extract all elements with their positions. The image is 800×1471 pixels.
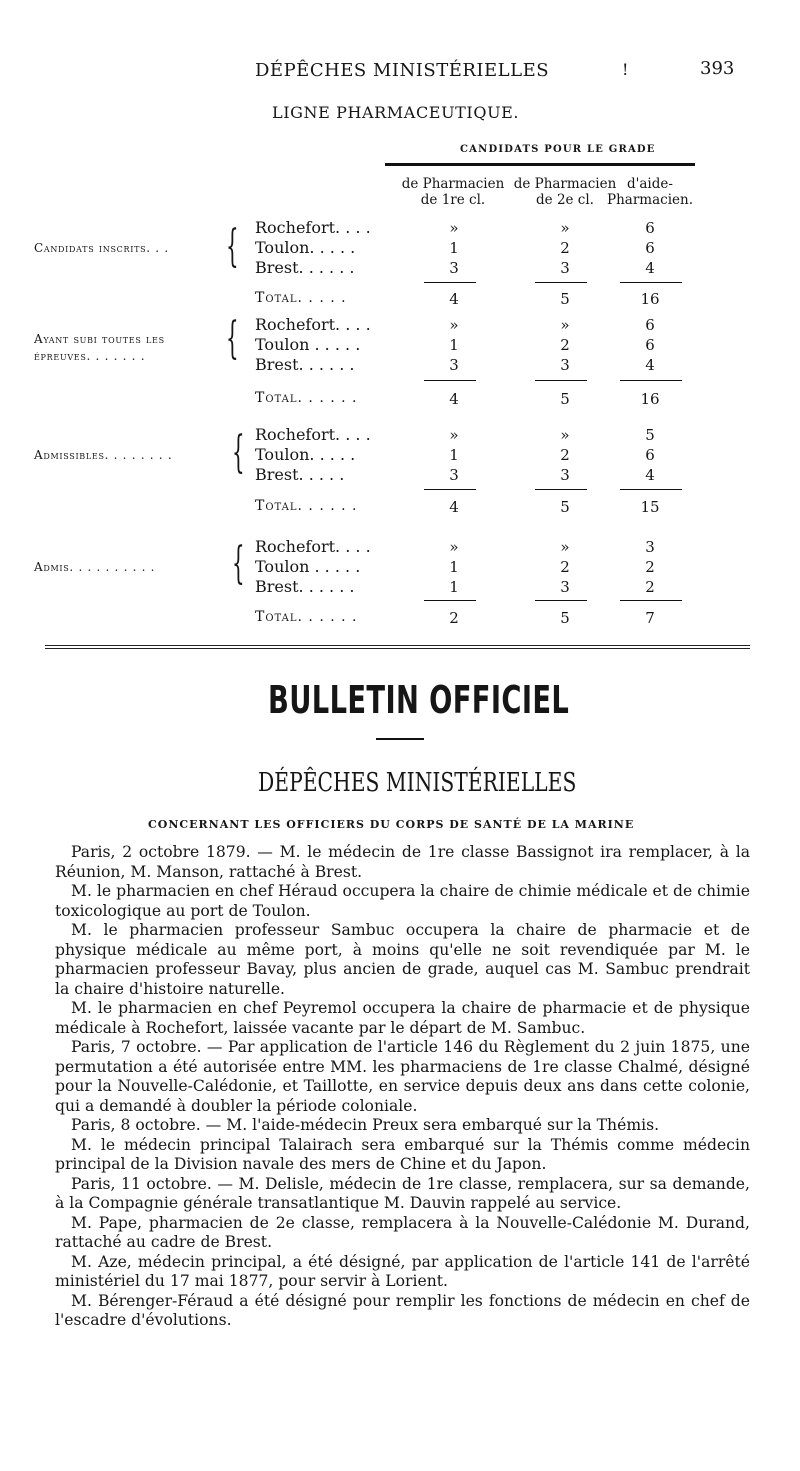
brace: { <box>226 221 239 272</box>
paragraph: M. le pharmacien professeur Sambuc occupera la chaire de pharmacie et de physique médicale au même port, à moins qu'elle ne soit revendiquée par M. le pharmacien professeur Bavay, plus ancien de grade, auquel cas M. Sambuc prendrait la chaire d'histoire naturelle. <box>55 921 750 998</box>
cell-value: 5 <box>645 426 655 444</box>
cell-value: 2 <box>645 578 655 596</box>
paragraph: M. Pape, pharmacien de 2e classe, remplacera à la Nouvelle-Calédonie M. Durand, rattaché au cadre de Brest. <box>55 1213 750 1251</box>
total-rule <box>535 282 587 283</box>
cell-value: 3 <box>560 578 570 596</box>
table-super-header: CANDIDATS POUR LE GRADE <box>460 144 656 155</box>
cell-value: » <box>449 219 459 237</box>
cell-value: 3 <box>560 259 570 277</box>
paragraph: Paris, 11 octobre. — M. Delisle, médecin de 1re classe, remplacera, sur sa demande, à la Compagnie générale transatlantique M. Dauvin rappelé au service. <box>55 1174 750 1212</box>
group-label-candidats-inscrits: Candidats inscrits. . . <box>34 241 169 255</box>
cell-value: 1 <box>449 336 459 354</box>
cell-value: » <box>449 316 459 334</box>
total-rule <box>620 380 682 381</box>
cell-value: » <box>449 426 459 444</box>
total-value: 5 <box>560 498 570 516</box>
cell-value: 3 <box>449 466 459 484</box>
cell-value: 4 <box>645 259 655 277</box>
paragraph: M. Bérenger-Féraud a été désigné pour remplir les fonctions de médecin en chef de l'escadre d'évolutions. <box>55 1291 750 1329</box>
cell-value: » <box>560 316 570 334</box>
paragraph: M. le médecin principal Talairach sera embarqué sur la Thémis comme médecin principal de la Division navale des mers de Chine et du Japon. <box>55 1135 750 1173</box>
row-city: Toulon . . . . . <box>255 335 361 354</box>
table-header-rule <box>385 163 695 166</box>
row-city: Toulon . . . . . <box>255 557 361 576</box>
total-value: 5 <box>560 290 570 308</box>
paragraph: M. Aze, médecin principal, a été désigné, par application de l'article 141 de l'arrêté ministériel du 17 mai 1877, pour servir à Lorient. <box>55 1252 750 1290</box>
total-rule <box>620 282 682 283</box>
cell-value: 6 <box>645 336 655 354</box>
total-value: 7 <box>645 609 655 627</box>
paragraph: M. le pharmacien en chef Héraud occupera la chaire de chimie médicale et de chimie toxicologique au port de Toulon. <box>55 882 750 920</box>
running-title: DÉPÊCHES MINISTÉRIELLES <box>255 60 550 81</box>
page-mark: ! <box>622 60 629 79</box>
cell-value: » <box>560 538 570 556</box>
cell-value: 1 <box>449 239 459 257</box>
row-city: Toulon. . . . . <box>255 445 356 464</box>
row-city: Rochefort. . . . <box>255 425 371 444</box>
row-city: Rochefort. . . . <box>255 315 371 334</box>
section-title: LIGNE PHARMACEUTIQUE. <box>272 103 520 122</box>
total-value: 5 <box>560 609 570 627</box>
page-number: 393 <box>700 58 735 79</box>
total-label: Total. . . . . <box>255 290 347 306</box>
total-rule <box>620 489 682 490</box>
cell-value: 6 <box>645 219 655 237</box>
row-city: Toulon. . . . . <box>255 238 356 257</box>
paragraph: Paris, 8 octobre. — M. l'aide-médecin Preux sera embarqué sur la Thémis. <box>71 1116 660 1134</box>
row-city: Brest. . . . . <box>255 465 345 484</box>
total-rule <box>535 380 587 381</box>
row-city: Brest. . . . . . <box>255 577 355 596</box>
total-value: 4 <box>449 498 459 516</box>
total-value: 5 <box>560 390 570 408</box>
total-rule <box>424 600 476 601</box>
row-city: Rochefort. . . . <box>255 218 371 237</box>
cell-value: 2 <box>560 446 570 464</box>
total-value: 16 <box>640 390 660 408</box>
total-rule <box>535 600 587 601</box>
paragraph: M. le pharmacien en chef Peyremol occupera la chaire de pharmacie et de physique médicale à Rochefort, laissée vacante par le départ de M. Sambuc. <box>55 999 750 1037</box>
cell-value: 6 <box>645 239 655 257</box>
brace: { <box>232 427 245 478</box>
cell-value: 3 <box>645 538 655 556</box>
title-rule <box>376 738 424 740</box>
dispatch-text <box>55 843 750 1331</box>
cell-value: 6 <box>645 316 655 334</box>
total-value: 4 <box>449 390 459 408</box>
total-value: 15 <box>640 498 660 516</box>
total-label: Total. . . . . . <box>255 609 358 625</box>
cell-value: 3 <box>449 356 459 374</box>
cell-value: 4 <box>645 356 655 374</box>
total-rule <box>424 380 476 381</box>
group-label-admissibles: Admissibles. . . . . . . . <box>34 448 173 462</box>
cell-value: 3 <box>560 356 570 374</box>
total-rule <box>424 489 476 490</box>
paragraph: Paris, 2 octobre 1879. — M. le médecin de 1re classe Bassignot ira remplacer, à la Réunion, M. Manson, rattaché à Brest. <box>55 843 750 881</box>
total-value: 16 <box>640 290 660 308</box>
cell-value: » <box>560 426 570 444</box>
column-header-pharmacien-2e: de Pharmacien de 2e cl. <box>513 176 617 208</box>
cell-value: 6 <box>645 446 655 464</box>
cell-value: » <box>449 538 459 556</box>
concernant-line: CONCERNANT LES OFFICIERS DU CORPS DE SANTÉ DE LA MARINE <box>148 818 635 831</box>
row-city: Brest. . . . . . <box>255 258 355 277</box>
bulletin-subtitle: DÉPÊCHES MINISTÉRIELLES <box>258 768 577 798</box>
column-header-pharmacien-1re: de Pharmacien de 1re cl. <box>401 176 505 208</box>
cell-value: 3 <box>449 259 459 277</box>
cell-value: 1 <box>449 446 459 464</box>
cell-value: 2 <box>560 558 570 576</box>
cell-value: 4 <box>645 466 655 484</box>
brace: { <box>232 538 245 589</box>
total-value: 2 <box>449 609 459 627</box>
section-rule <box>45 645 750 646</box>
group-label-admis: Admis. . . . . . . . . . <box>34 560 156 574</box>
bulletin-title: BULLETIN OFFICIEL <box>268 678 570 722</box>
total-label: Total. . . . . . <box>255 498 358 514</box>
total-rule <box>535 489 587 490</box>
total-value: 4 <box>449 290 459 308</box>
section-rule <box>45 648 750 649</box>
paragraph: Paris, 7 octobre. — Par application de l'article 146 du Règlement du 2 juin 1875, une permutation a été autorisée entre MM. les pharmaciens de 1re classe Chalmé, désigné pour la Nouvelle-Calédonie, et Taillotte, en service depuis deux ans dans cette colonie, qui a demandé à doubler la période coloniale. <box>55 1038 750 1115</box>
row-city: Rochefort. . . . <box>255 537 371 556</box>
row-city: Brest. . . . . . <box>255 355 355 374</box>
cell-value: 2 <box>560 336 570 354</box>
brace: { <box>226 313 239 364</box>
total-rule <box>424 282 476 283</box>
cell-value: » <box>560 219 570 237</box>
total-label: Total. . . . . . <box>255 390 358 406</box>
cell-value: 3 <box>560 466 570 484</box>
column-header-aide-pharmacien: d'aide-Pharmacien. <box>607 176 693 208</box>
group-label-ayant-subi: Ayant subi toutes les épreuves. . . . . . . <box>34 332 165 363</box>
cell-value: 1 <box>449 578 459 596</box>
total-rule <box>620 600 682 601</box>
cell-value: 1 <box>449 558 459 576</box>
cell-value: 2 <box>645 558 655 576</box>
cell-value: 2 <box>560 239 570 257</box>
